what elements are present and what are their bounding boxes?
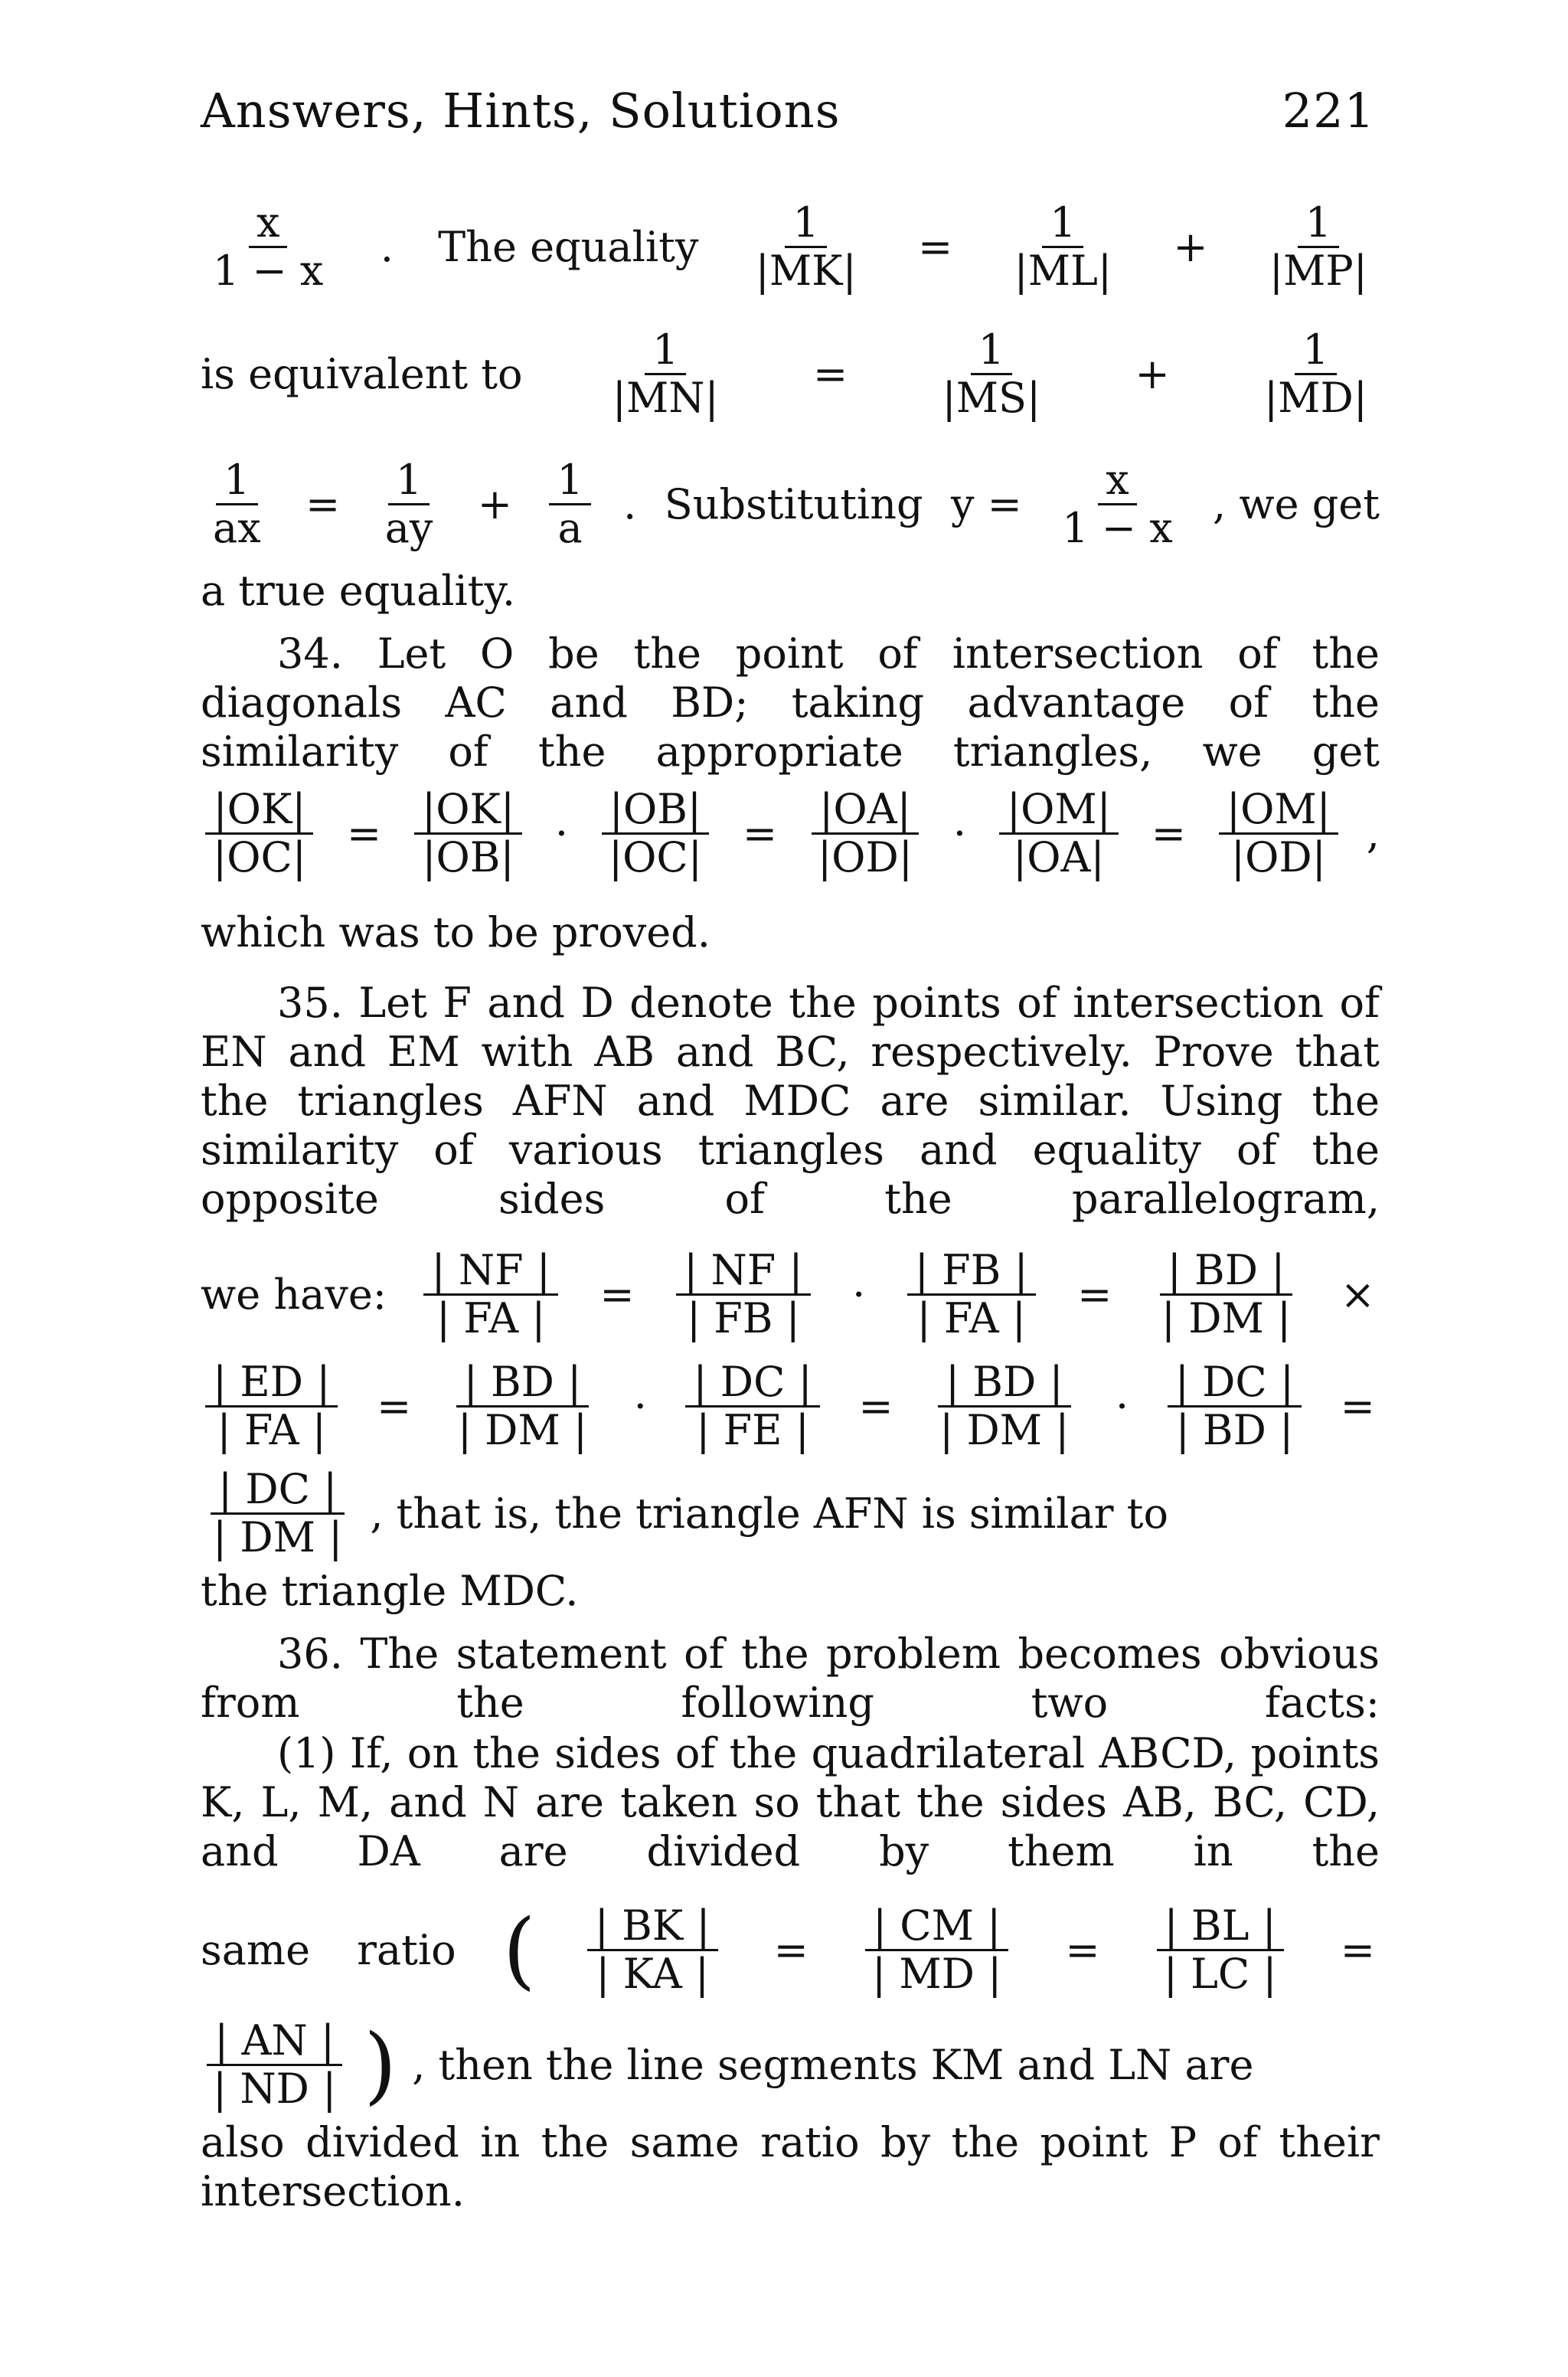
fraction — [907, 1247, 1036, 1342]
numerator: 1 — [216, 457, 257, 505]
page-number: 221 — [1282, 83, 1375, 139]
fraction — [1054, 457, 1180, 551]
numerator: | CM | — [865, 1903, 1008, 1951]
denominator: ax — [213, 503, 261, 552]
denominator: |MP| — [1269, 246, 1367, 295]
text: we have: — [201, 1270, 387, 1319]
times-sign: × — [1340, 1270, 1375, 1319]
math-line-1 — [201, 198, 1380, 295]
numerator: | DC | — [211, 1466, 345, 1515]
denominator: | KA | — [596, 1949, 710, 1998]
numerator: | NF | — [676, 1247, 810, 1296]
denominator: a — [557, 503, 583, 552]
fraction — [605, 327, 727, 421]
denominator: | DM | — [457, 1405, 588, 1454]
denominator: | DM | — [213, 1512, 343, 1561]
numerator: | DC | — [1168, 1359, 1302, 1408]
paragraph-34: 34. Let O be the point of intersection of the diagonals AC and BD; taking advantage of the similarity of the appropriate triangles, we get — [201, 629, 1380, 776]
fraction — [1156, 1903, 1285, 1997]
numerator: |OB| — [602, 786, 709, 835]
numerator: 1 — [1298, 200, 1339, 248]
dot-sign: · — [554, 809, 569, 858]
denominator: | FE | — [696, 1405, 809, 1454]
fraction — [205, 786, 314, 881]
numerator: | BK | — [587, 1903, 718, 1951]
fraction — [1168, 1359, 1302, 1453]
math-line-35b — [201, 1357, 1380, 1454]
numerator: 1 — [388, 457, 430, 505]
math-line-3 — [201, 455, 1380, 552]
paragraph-36: 36. The statement of the problem becomes obvious from the following two facts: — [201, 1630, 1380, 1727]
period: . — [623, 479, 637, 528]
paragraph-35: 35. Let F and D denote the points of intersection of EN and EM with AB and BC, respectively. Prove that the triangles AFN and MDC are similar. Using the similarity of various triangles and equality of the opposite sides of the parallelogram, — [201, 979, 1380, 1223]
equals-sign: = — [742, 809, 778, 858]
fraction — [450, 1359, 595, 1453]
numerator: | BD | — [456, 1359, 590, 1408]
numerator: | BD | — [938, 1359, 1071, 1408]
text: ratio — [357, 1925, 456, 1974]
equals-sign: = — [917, 222, 953, 271]
equals-sign: = — [858, 1381, 893, 1430]
text: , that is, the triangle AFN is similar to — [370, 1489, 1168, 1538]
fraction — [685, 1359, 819, 1453]
numerator: 1 — [785, 200, 826, 248]
fraction — [205, 200, 331, 294]
text: The equality — [438, 222, 699, 271]
paragraph-36-fact-1: (1) If, on the sides of the quadrilateral ABCD, points K, L, M, and N are taken so that the sides AB, BC, CD, and DA are divided by them in the — [201, 1729, 1380, 1875]
text: same — [201, 1925, 311, 1974]
math-line-2 — [201, 325, 1380, 422]
denominator: |MN| — [612, 373, 719, 422]
paragraph-36-conclusion: also divided in the same ratio by the point P of their intersection. — [201, 2118, 1380, 2215]
fraction — [377, 457, 441, 551]
equals-sign: = — [1151, 809, 1186, 858]
dot-sign: · — [633, 1381, 647, 1430]
equals-sign: = — [1065, 1925, 1100, 1974]
plus-sign: + — [1173, 222, 1208, 271]
denominator: |OC| — [608, 832, 702, 881]
numerator: 1 — [645, 327, 686, 375]
math-line-35c — [201, 1464, 1380, 1561]
numerator: |OM| — [1219, 786, 1338, 835]
math-line-34 — [201, 784, 1380, 881]
fraction — [423, 1247, 557, 1342]
denominator: |ML| — [1014, 246, 1112, 295]
denominator: |OD| — [817, 832, 913, 881]
equals-sign: = — [773, 1925, 808, 1974]
numerator: | FB | — [907, 1247, 1036, 1296]
equals-sign: = — [305, 479, 341, 528]
fraction — [205, 1359, 338, 1453]
numerator: |OM| — [999, 786, 1119, 835]
fraction — [810, 786, 920, 881]
numerator: 1 — [1042, 200, 1083, 248]
variable: y = — [950, 479, 1022, 528]
fraction — [1219, 786, 1338, 881]
fraction — [676, 1247, 810, 1342]
comma: , — [1366, 809, 1380, 858]
denominator: | ND | — [213, 2064, 337, 2113]
paragraph-35-end: the triangle MDC. — [201, 1567, 579, 1615]
numerator: |OA| — [812, 786, 919, 835]
denominator: ay — [384, 503, 433, 552]
fraction — [748, 200, 864, 294]
fraction — [932, 1359, 1076, 1453]
numerator: | AN | — [207, 2018, 342, 2066]
fraction — [549, 457, 590, 551]
fraction — [999, 786, 1119, 881]
denominator: 1 − x — [1062, 503, 1173, 552]
denominator: | FA | — [217, 1405, 326, 1454]
equals-sign: = — [377, 1381, 412, 1430]
fraction — [587, 1903, 718, 1997]
denominator: |OA| — [1013, 832, 1105, 881]
fraction — [205, 1466, 350, 1561]
denominator: |OB| — [422, 832, 514, 881]
left-paren: ( — [502, 1901, 536, 1999]
denominator: |OC| — [213, 832, 306, 881]
text: is equivalent to — [201, 349, 523, 398]
math-line-36b — [201, 2016, 1380, 2114]
numerator: 1 — [971, 327, 1012, 375]
math-line-35a — [201, 1245, 1380, 1342]
text: , we get — [1213, 479, 1380, 528]
numerator: | BL | — [1157, 1903, 1284, 1951]
numerator: | BD | — [1160, 1247, 1293, 1296]
denominator: |MD| — [1263, 373, 1367, 422]
plus-sign: + — [1135, 349, 1170, 398]
denominator: | FB | — [686, 1293, 800, 1342]
fraction — [935, 327, 1049, 421]
denominator: |MK| — [755, 246, 857, 295]
fraction — [414, 786, 522, 881]
paragraph-33-end: a true equality. — [201, 567, 516, 615]
denominator: |OD| — [1230, 832, 1326, 881]
numerator: | DC | — [685, 1359, 819, 1408]
text: Substituting — [664, 479, 923, 528]
running-header-title: Answers, Hints, Solutions — [201, 83, 841, 139]
text: , then the line segments KM and LN are — [412, 2040, 1254, 2089]
fraction — [601, 786, 710, 881]
fraction — [1256, 327, 1375, 421]
numerator: | NF | — [423, 1247, 557, 1296]
equals-sign: = — [346, 809, 382, 858]
denominator: 1 − x — [213, 246, 324, 295]
dot-sign: · — [952, 809, 966, 858]
plus-sign: + — [477, 479, 513, 528]
fraction — [205, 2018, 344, 2112]
numerator: | ED | — [205, 1359, 338, 1408]
numerator: x — [1098, 457, 1136, 505]
fraction — [1154, 1247, 1298, 1342]
dot-sign: · — [1116, 1381, 1129, 1430]
denominator: |MS| — [942, 373, 1041, 422]
fraction — [1262, 200, 1375, 294]
denominator: | LC | — [1163, 1949, 1277, 1998]
fraction — [205, 457, 269, 551]
denominator: | BD | — [1175, 1405, 1294, 1454]
numerator: |OK| — [414, 786, 522, 835]
denominator: | DM | — [1161, 1293, 1292, 1342]
dot-sign: · — [852, 1270, 866, 1319]
denominator: | MD | — [871, 1949, 1002, 1998]
denominator: | DM | — [939, 1405, 1070, 1454]
math-line-36a — [201, 1901, 1380, 1999]
denominator: | FA | — [916, 1293, 1026, 1342]
numerator: 1 — [549, 457, 590, 505]
equals-sign: = — [812, 349, 848, 398]
equals-sign: = — [1340, 1381, 1375, 1430]
equals-sign: = — [1077, 1270, 1112, 1319]
numerator: |OK| — [205, 786, 313, 835]
fraction — [1007, 200, 1120, 294]
numerator: x — [249, 200, 287, 248]
numerator: 1 — [1295, 327, 1336, 375]
right-paren: ) — [364, 2016, 397, 2114]
period: . — [380, 222, 394, 271]
equals-sign: = — [599, 1270, 635, 1319]
equals-sign: = — [1340, 1925, 1375, 1974]
denominator: | FA | — [436, 1293, 546, 1342]
fraction — [864, 1903, 1009, 1997]
paragraph-34-end: which was to be proved. — [201, 908, 710, 956]
